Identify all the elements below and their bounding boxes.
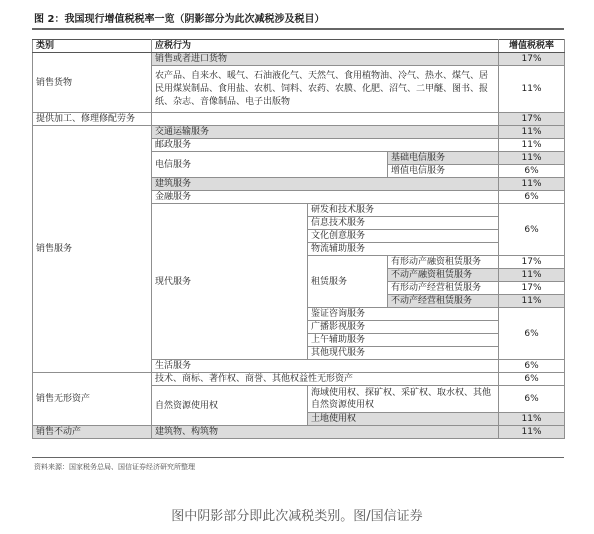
source-note: 资料来源：国家税务总局、国信证券经济研究所整理 — [34, 463, 195, 471]
vat-rate-table — [32, 39, 565, 439]
header-taxable: 应税行为 — [152, 40, 499, 53]
modern-item: 鉴证咨询服务 — [308, 308, 499, 321]
land-use-rate: 11% — [499, 413, 565, 426]
living-rate: 6% — [499, 360, 565, 373]
leasing-label: 租赁服务 — [308, 256, 388, 308]
leasing-rate: 17% — [499, 282, 565, 295]
header-rate: 增值税税率 — [499, 40, 565, 53]
telecom-label: 电信服务 — [152, 152, 388, 178]
table-row — [33, 426, 565, 439]
transport-label: 交通运输服务 — [152, 126, 499, 139]
realestate-rate: 11% — [499, 426, 565, 439]
modern-label: 现代服务 — [152, 204, 308, 360]
processing-rate: 17% — [499, 113, 565, 126]
finance-rate: 6% — [499, 191, 565, 204]
table-header-row — [33, 40, 565, 53]
goods-list-rate: 11% — [499, 66, 565, 113]
leasing-rate: 17% — [499, 256, 565, 269]
intangible-tech-rate: 6% — [499, 373, 565, 386]
modern-item: 文化创意服务 — [308, 230, 499, 243]
natural-mining-label: 海域使用权、探矿权、采矿权、取水权、其他自然资源使用权 — [308, 386, 499, 413]
leasing-rate: 11% — [499, 269, 565, 282]
construction-label: 建筑服务 — [152, 178, 499, 191]
leasing-item: 有形动产经营租赁服务 — [388, 282, 499, 295]
land-use-label: 土地使用权 — [308, 413, 499, 426]
telecom-basic-label: 基础电信服务 — [388, 152, 499, 165]
goods-import-label: 销售或者进口货物 — [152, 53, 499, 66]
modern-item: 上午辅助服务 — [308, 334, 499, 347]
modern-item: 其他现代服务 — [308, 347, 499, 360]
category-services: 销售服务 — [33, 126, 152, 373]
header-category: 类别 — [33, 40, 152, 53]
bottom-rule — [32, 457, 564, 458]
telecom-basic-rate: 11% — [499, 152, 565, 165]
category-realestate: 销售不动产 — [33, 426, 152, 439]
postal-rate: 11% — [499, 139, 565, 152]
processing-empty — [152, 113, 499, 126]
leasing-item: 不动产经营租赁服务 — [388, 295, 499, 308]
modern-group-a-rate: 6% — [499, 204, 565, 256]
living-label: 生活服务 — [152, 360, 499, 373]
postal-label: 邮政服务 — [152, 139, 499, 152]
modern-item: 信息技术服务 — [308, 217, 499, 230]
telecom-va-label: 增值电信服务 — [388, 165, 499, 178]
table-row — [33, 373, 565, 386]
goods-import-rate: 17% — [499, 53, 565, 66]
goods-list-label: 农产品、自来水、暖气、石油液化气、天然气、食用植物油、冷气、热水、煤气、居民用煤炭制品、食用盐、农机、饲料、农药、农膜、化肥、沼气、二甲醚、图书、报纸、杂志、音像制品、电子出版物 — [152, 66, 499, 113]
leasing-item: 有形动产融资租赁服务 — [388, 256, 499, 269]
leasing-rate: 11% — [499, 295, 565, 308]
natural-mining-rate: 6% — [499, 386, 565, 413]
finance-label: 金融服务 — [152, 191, 499, 204]
leasing-item: 不动产融资租赁服务 — [388, 269, 499, 282]
modern-group-b-rate: 6% — [499, 308, 565, 360]
table-row — [33, 126, 565, 139]
modern-item: 广播影视服务 — [308, 321, 499, 334]
telecom-va-rate: 6% — [499, 165, 565, 178]
construction-rate: 11% — [499, 178, 565, 191]
table-row — [33, 113, 565, 126]
table-title: 图 2：我国现行增值税税率一览（阴影部分为此次减税涉及税目） — [34, 14, 325, 25]
realestate-label: 建筑物、构筑物 — [152, 426, 499, 439]
natural-resource-label: 自然资源使用权 — [152, 386, 308, 426]
transport-rate: 11% — [499, 126, 565, 139]
category-intangibles: 销售无形资产 — [33, 373, 152, 426]
image-caption: 图中阴影部分即此次减税类别。图/国信证券 — [171, 509, 423, 524]
category-goods: 销售货物 — [33, 53, 152, 113]
top-rule — [32, 28, 564, 30]
modern-item: 物流辅助服务 — [308, 243, 499, 256]
intangible-tech-label: 技术、商标、著作权、商誉、其他权益性无形资产 — [152, 373, 499, 386]
category-processing: 提供加工、修理修配劳务 — [33, 113, 152, 126]
table-row — [33, 53, 565, 66]
modern-item: 研发和技术服务 — [308, 204, 499, 217]
